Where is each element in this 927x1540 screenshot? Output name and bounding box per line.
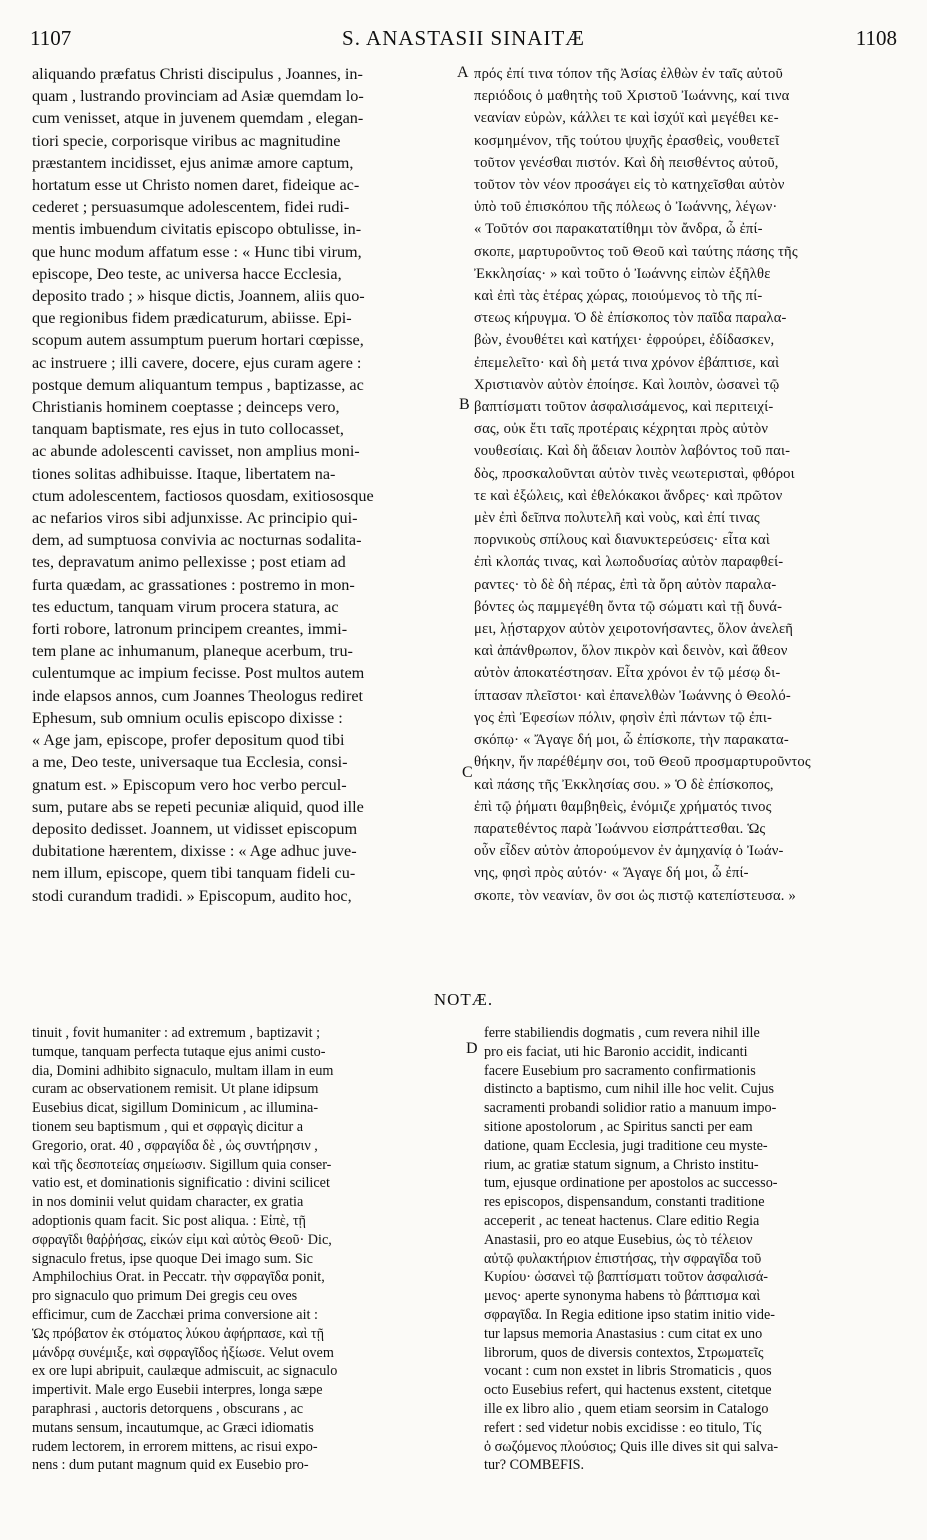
latin-text-line: a me, Deo teste, universaque tua Ecclesia, consi-	[32, 753, 348, 772]
note-line: μενος· aperte synonyma habens τὸ βάπτισμα καὶ	[484, 1288, 761, 1305]
notes-right-column	[484, 1024, 908, 1475]
note-line: ferre stabiliendis dogmatis , cum revera nihil ille	[484, 1025, 760, 1041]
latin-text-line: tiori specie, corporisque viribus ac magnitudine	[32, 131, 341, 150]
note-line: Κυρίου· ὡσανεὶ τῷ βαπτίσματι τοῦτον ἀσφαλισά-	[484, 1269, 768, 1286]
latin-text-line: deposito trado ; » hisque dictis, Joannem, aliis quo-	[32, 287, 365, 306]
note-line: acceperit , ac teneat hactenus. Clare editio Regia	[484, 1212, 760, 1229]
note-line: tur lapsus memoria Anastasius : cum citat ex uno	[484, 1325, 763, 1342]
latin-text-line: tanquam baptismate, res ejus in tuto collocasset,	[32, 420, 344, 439]
note-line: signaculo fretus, ipse quoque Dei imago sum. Sic	[32, 1250, 313, 1267]
greek-text-line: γος ἐπὶ Ἐφεσίων πόλιν, φησὶν ἐπὶ πάντων τῷ ἐπι-	[474, 709, 773, 726]
greek-text-line: πρός ἐπί τινα τόπον τῆς Ἀσίας ἐλθὼν ἐν ταῖς αὐτοῦ	[474, 66, 783, 82]
note-line: ille ex libro alio , quem etiam seorsim in Catalogo	[484, 1400, 769, 1417]
note-line: tumque, tanquam perfecta tutaque ejus animi custo-	[32, 1043, 326, 1060]
note-line: vatio est, et dominationis significatio : divini scilicet	[32, 1175, 330, 1192]
notes-heading: NOTÆ.	[433, 990, 494, 1009]
greek-text-line: σκοπε, μαρτυροῦντος τοῦ Θεοῦ καὶ ταύτης πάσης τῆς	[474, 243, 798, 260]
latin-text-line: Ephesum, sub omnium oculis episcopo dixisse :	[32, 708, 343, 727]
greek-text-line: δὸς, προσκαλοῦνται αὐτὸν τινὲς νεωτερισταὶ, φθόροι	[474, 465, 795, 482]
latin-text-line: ac instruere ; illi cavere, docere, ejus curam agere :	[32, 353, 362, 372]
note-line: μάνδρᾳ συνέμιξε, καὶ σφραγῖδος ἠξίωσε. Velut ovem	[32, 1344, 334, 1361]
note-line: distincto a baptismo, cum nihil ille hoc velit. Cujus	[484, 1081, 775, 1098]
notes-left-column	[32, 1024, 464, 1475]
note-line: rium, ac gratiæ statum signum, a Christo institu-	[484, 1156, 759, 1173]
greek-text-line: τε καὶ ἐξώλεις, καὶ ἐθελόκακοι ἄνδρες· καὶ πρῶτον	[474, 487, 783, 504]
margin-letter-d: D	[466, 1040, 478, 1057]
latin-text-line: dem, ad sumptuosa convivia ac nocturnas sodalita-	[32, 531, 362, 550]
greek-text-line: βόντες ὡς παμμεγέθη ὄντα τῷ σώματι καὶ τῇ δυνά-	[474, 598, 783, 615]
greek-text-line: Χριστιανὸν αὐτὸν ἐποίησε. Καὶ λοιπὸν, ὡσανεὶ τῷ	[474, 376, 780, 393]
latin-text-line: cederet ; persuasumque adolescentem, fidei rudi-	[32, 198, 350, 217]
note-line: refert : sed videtur nobis excidisse : eo titulo, Τίς	[484, 1419, 762, 1436]
note-line: librorum, quos de diversis contextos, Στρωματεῖς	[484, 1344, 764, 1361]
note-line: sitione apostolorum , ac Spiritus sancti per eam	[484, 1118, 753, 1135]
latin-text-line: stodi curandum tradidi. » Episcopum, audito hoc,	[32, 886, 352, 905]
greek-text-line: σκοπε, τὸν νεανίαν, ὃν σοι ὡς πιστῷ κατεπίστευσα. »	[474, 887, 796, 904]
greek-text-line: αὐτὸν ἀποκατέστησαν. Εἶτα χρόνοι ἐν τῷ μέσῳ δι-	[474, 665, 781, 682]
greek-text-line: νης, φησὶ πρὸς αὐτόν· « Ἄγαγε δή μοι, ὦ ἐπί-	[474, 865, 749, 882]
note-line: curam ac observationem remisit. Ut plane idipsum	[32, 1081, 319, 1098]
note-line: tinuit , fovit humaniter : ad extremum , baptizavit ;	[32, 1025, 321, 1041]
latin-text-line: tiones solitas adhibuisse. Itaque, libertatem na-	[32, 464, 336, 483]
note-line: datione, quam Ecclesia, jugi traditione ceu myste-	[484, 1137, 768, 1154]
note-line: tionem seu baptismum , qui et σφραγὶς dicitur a	[32, 1118, 304, 1135]
greek-text-line: στεως κήρυγμα. Ὁ δὲ ἐπίσκοπος τὸν παῖδα παραλα-	[474, 310, 787, 327]
note-line: Eusebius dicat, sigillum Dominicum , ac illumina-	[32, 1100, 319, 1117]
latin-column	[32, 63, 450, 907]
latin-text-line: ac abunde adolescenti cavisset, non amplius moni-	[32, 442, 360, 461]
running-title: S. ANASTASII SINAITÆ	[342, 26, 585, 50]
greek-text-line: θήκην, ἥν παρέθέμην σοι, τοῦ Θεοῦ προσμαρτυροῦντος	[474, 754, 811, 771]
greek-text-line: περιόδοις ὁ μαθητὴς τοῦ Χριστοῦ Ἰωάννης, καί τινα	[474, 88, 790, 105]
latin-text-line: gnatum est. » Episcopum vero hoc verbo percul-	[32, 775, 347, 794]
latin-text-line: Christianis hominem coeptasse ; deinceps vero,	[32, 398, 340, 417]
note-line: pro signaculo quo primum Dei gregis ceu oves	[32, 1288, 298, 1305]
latin-text-line: « Age jam, episcope, profer depositum quod tibi	[32, 731, 345, 750]
greek-text-line: νεανίαν εὑρὼν, κάλλει τε καὶ ἰσχύϊ καὶ μεγέθει κε-	[474, 110, 779, 127]
greek-text-line: ὑπὸ τοῦ ἐπισκόπου τῆς πόλεως ὁ Ἰωάννης, λέγων·	[474, 199, 778, 216]
latin-text-line: que regionibus fidem prædicaturum, abiisse. Epi-	[32, 309, 352, 328]
note-line: ὁ σωζόμενος πλούσιος; Quis ille dives sit qui salva-	[484, 1438, 779, 1455]
note-line: pro eis faciat, uti hic Baronio accidit, indicanti	[484, 1043, 748, 1060]
greek-text-line: ραντες· τὸ δὲ δὴ πέρας, ἐπὶ τὰ ὄρη αὐτὸν παραλα-	[474, 576, 777, 593]
latin-text-line: culentumque ac impium fecisse. Post multos autem	[32, 664, 365, 683]
greek-text-line: καὶ ἐπὶ τὰς ἑτέρας χώρας, ποιούμενος τὸ τῆς πί-	[474, 288, 763, 305]
note-line: efficimur, cum de Zacchæi prima conversione ait :	[32, 1306, 318, 1323]
note-line: dia, Domini adhibito signaculo, multam illam in eum	[32, 1062, 334, 1079]
note-line: octo Eusebius refert, qui hactenus exstent, citetque	[484, 1382, 772, 1399]
greek-text-line: μει, λῄσταρχον αὐτὸν χειροτονήσαντες, ὅλον ἀνελεῆ	[474, 621, 794, 638]
note-line: adoptionis quam facit. Sic post aliqua. : Εἰπὲ, τῇ	[32, 1212, 306, 1229]
greek-text-line: σκόπῳ· « Ἄγαγε δή μοι, ὦ ἐπίσκοπε, τὴν παρακατα-	[474, 732, 789, 749]
note-line: rudem lectorem, in errorem mittens, ac risui expo-	[32, 1438, 318, 1455]
latin-text-line: que hunc modum affatum esse : « Hunc tibi virum,	[32, 242, 362, 261]
note-line: facere Eusebium pro sacramento confirmationis	[484, 1062, 756, 1079]
note-line: sacramenti probandi solidior ratio a manuum impo-	[484, 1100, 777, 1117]
latin-text-line: nem illum, episcope, quem tibi tanquam fideli cu-	[32, 864, 356, 883]
note-line: in nos dominii velut quidam character, ex gratia	[32, 1194, 304, 1211]
greek-text-line: παρατεθέντος παρὰ Ἰωάννου εἰσπράττεσθαι. Ὡς	[474, 820, 766, 837]
greek-text-line: ἐπὶ κλοπάς τινας, καὶ λωποδυσίας αὐτὸν παραφθεί-	[474, 554, 784, 571]
latin-text-line: ctum adolescentem, factiosos quosdam, exitiososque	[32, 486, 374, 505]
running-header	[30, 26, 897, 52]
greek-text-line: πορνικοὺς σπίλους καὶ διανυκτερεύσεις· εἶτα καὶ	[474, 532, 770, 549]
note-line: paraphrasi , auctoris detorquens , obscurans , ac	[32, 1400, 304, 1417]
note-line: tum, ejusque ordinatione per apostolos ac successo-	[484, 1175, 778, 1192]
note-line: σφραγῖδι θαῤῥήσας, εἰκών εἰμι καὶ αὐτὸς Θεοῦ· Dic,	[32, 1231, 332, 1248]
page-number-right: 1108	[855, 26, 897, 50]
greek-column	[474, 63, 906, 907]
greek-text-line: ίπτασαν πλεῖστοι· καὶ ἐπανελθὼν Ἰωάννης ὁ Θεολό-	[474, 687, 791, 704]
greek-text-line: τοῦτον γενέσθαι πιστόν. Καὶ δὴ πεισθέντος αὐτοῦ,	[474, 154, 779, 171]
greek-text-line: μὲν ἐπὶ δεῖπνα πολυτελῆ καὶ νοὺς, καὶ ἐπί τινας	[474, 510, 760, 527]
latin-text-line: cum venisset, atque in juvenem quemdam , elegan-	[32, 109, 364, 128]
greek-text-line: βὼν, ἐνουθέτει καὶ κατήχει· ἐφρούρει, ἐδίδασκεν,	[474, 332, 775, 349]
note-line: tur? COMBEFIS.	[484, 1457, 585, 1474]
latin-text-line: tes, depravatum animo pellexisse ; post etiam ad	[32, 553, 346, 572]
greek-text-line: βαπτίσματι τοῦτον ἀσφαλισάμενος, καὶ περιτειχί-	[474, 399, 774, 416]
latin-text-line: tem plane ac inhumanum, planeque acerbum, tru-	[32, 642, 353, 661]
greek-text-line: οὖν εἶδεν αὐτὸν ἀπορούμενον ἐν ἀμηχανίᾳ ὁ Ἰωάν-	[474, 843, 784, 860]
greek-text-line: ἐπὶ τῷ ῥήματι θαμβηθεὶς, ἐνόμιζε χρήματός τινος	[474, 798, 772, 815]
latin-text-line: dubitatione hærentem, dixisse : « Age adhuc juve-	[32, 842, 357, 861]
note-line: vocant : cum non exstet in libris Stromaticis , quos	[484, 1363, 772, 1380]
greek-text-line: καὶ ἀπάνθρωπον, ὅλον πικρὸν καὶ δεινὸν, καὶ ἄθεον	[474, 643, 788, 660]
latin-text-line: quam , lustrando provinciam ad Asiæ quemdam lo-	[32, 87, 364, 106]
margin-letter-b: B	[459, 396, 470, 413]
note-line: αὐτῷ φυλακτήριον ἐπιστήσας, τὴν σφραγῖδα τοῦ	[484, 1250, 762, 1267]
margin-letter-a: A	[457, 64, 469, 81]
latin-text-line: sum, putare abs se repeti pecuniæ aliquid, quod ille	[32, 797, 364, 816]
note-line: καὶ τῆς δεσποτείας σημείωσιν. Sigillum quia conser-	[32, 1156, 332, 1173]
latin-text-line: scopum autem assumptum puerum hortari cœpisse,	[32, 331, 364, 350]
latin-text-line: forti robore, latronum principem creantes, immi-	[32, 620, 348, 639]
note-line: ex ore lupi abripuit, caulæque admiscuit, ac signaculo	[32, 1363, 338, 1380]
latin-text-line: inde elapsos annos, cum Joannes Theologus rediret	[32, 686, 364, 705]
latin-text-line: postque demum aliquantum tempus , baptizasse, ac	[32, 375, 364, 394]
note-line: res episcopos, dispensandum, constanti traditione	[484, 1194, 765, 1211]
note-line: nens : dum putant magnum quid ex Eusebio pro-	[32, 1457, 309, 1474]
margin-letter-c: C	[462, 764, 473, 781]
latin-text-line: furta quædam, ac grassationes : postremo in mon-	[32, 575, 355, 594]
note-line: Anastasii, pro eo atque Eusebius, ὡς τὸ τέλειον	[484, 1231, 753, 1248]
note-line: mutans sensum, incautumque, ac Græci idiomatis	[32, 1419, 314, 1436]
greek-text-line: ἐπεμελεῖτο· καὶ δὴ μετά τινα χρόνον ἐβάπτισε, καὶ	[474, 354, 780, 371]
greek-text-line: σας, οὐκ ἔτι ταῖς προτέραις κέχρηται πρὸς αὐτὸν	[474, 421, 769, 438]
greek-text-line: τοῦτον τὸν νέον προσάγει εἰς τὸ κατηχεῖσθαι αὐτὸν	[474, 177, 785, 194]
note-line: Amphilochius Orat. in Peccatr. τὴν σφραγῖδα ponit,	[32, 1269, 325, 1286]
latin-text-line: mentis imbuendum civitatis episcopo obtulisse, in-	[32, 220, 362, 239]
latin-text-line: hortatum esse ut Christo nomen daret, fideique ac-	[32, 176, 360, 195]
latin-text-line: aliquando præfatus Christi discipulus , Joannes, in-	[32, 65, 363, 83]
latin-text-line: episcope, Deo teste, ac universa hacce Ecclesia,	[32, 264, 342, 283]
note-line: σφραγῖδα. In Regia editione ipso statim initio vide-	[484, 1306, 775, 1323]
latin-text-line: deposito dedisset. Joannem, ut vidisset episcopum	[32, 819, 358, 838]
note-line: Gregorio, orat. 40 , σφραγίδα δὲ , ὡς συντήρησιν ,	[32, 1137, 318, 1154]
greek-text-line: νουθεσίαις. Καὶ δὴ ἄδειαν λοιπὸν λαβόντος τοῦ παι-	[474, 443, 791, 460]
greek-text-line: καὶ πάσης τῆς Ἐκκλησίας σου. » Ὁ δὲ ἐπίσκοπος,	[474, 776, 774, 793]
greek-text-line: κοσμημένον, τῆς τούτου ψυχῆς ἐρασθεὶς, νουθετεῖ	[474, 132, 780, 149]
note-line: Ὡς πρόβατον ἐκ στόματος λύκου ἀφήρπασε, καὶ τῇ	[32, 1325, 325, 1342]
latin-text-line: præstantem incidisset, ejus animæ amore captum,	[32, 153, 354, 172]
page-number-left: 1107	[30, 26, 72, 50]
latin-text-line: tes eductum, tanquam virum procera statura, ac	[32, 597, 339, 616]
greek-text-line: « Τοῦτόν σοι παρακατατίθημι τὸν ἄνδρα, ὦ ἐπί-	[474, 221, 763, 238]
latin-text-line: ac nefarios viros sibi adjunxisse. Ac principio qui-	[32, 509, 358, 528]
greek-text-line: Ἐκκλησίας· » καὶ τοῦτο ὁ Ἰωάννης εἰπὼν ἐξῆλθε	[474, 265, 771, 282]
note-line: impertivit. Male ergo Eusebii interpres, longa sæpe	[32, 1382, 323, 1399]
